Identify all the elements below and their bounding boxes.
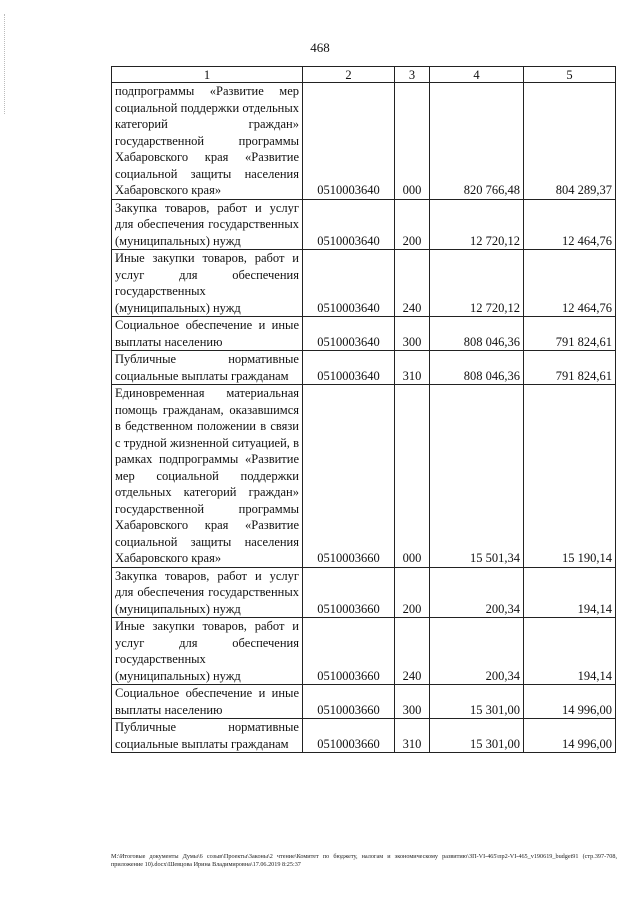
row-target-code: 0510003660: [303, 567, 395, 618]
row-name: Иные закупки товаров, работ и услуг для обеспечения государственных (муниципальных) нужд: [112, 618, 303, 685]
table-row: [112, 351, 616, 385]
row-amount-year-2: 14 996,00: [524, 719, 616, 753]
row-expense-kind: 240: [395, 250, 430, 317]
row-amount-year-1: 200,34: [430, 567, 524, 618]
row-amount-year-2: 14 996,00: [524, 685, 616, 719]
column-header: 4: [430, 67, 524, 83]
row-name: Единовременная материальная помощь гражданам, оказавшимся в бедственном положении в связи с трудной жизненной ситуацией, в рамках подпрограммы «Развитие мер социальной поддержки отдельных категорий граждан» государственной программы Хабаровского края «Развитие социальной защиты населения Хабаровского края»: [112, 385, 303, 568]
table-header-row: [112, 67, 616, 83]
row-amount-year-2: 12 464,76: [524, 199, 616, 250]
table-row: [112, 83, 616, 200]
row-amount-year-1: 12 720,12: [430, 250, 524, 317]
table-row: [112, 199, 616, 250]
row-amount-year-2: 791 824,61: [524, 317, 616, 351]
row-expense-kind: 300: [395, 317, 430, 351]
table-row: [112, 719, 616, 753]
page-number: 468: [310, 40, 330, 55]
row-expense-kind: 300: [395, 685, 430, 719]
row-amount-year-2: 194,14: [524, 618, 616, 685]
row-expense-kind: 310: [395, 719, 430, 753]
table-row: [112, 317, 616, 351]
row-amount-year-2: 194,14: [524, 567, 616, 618]
margin-artifact: [4, 14, 9, 114]
row-expense-kind: 000: [395, 83, 430, 200]
row-amount-year-1: 15 301,00: [430, 685, 524, 719]
row-amount-year-2: 12 464,76: [524, 250, 616, 317]
row-amount-year-1: 12 720,12: [430, 199, 524, 250]
table-row: [112, 685, 616, 719]
row-name: Закупка товаров, работ и услуг для обеспечения государственных (муниципальных) нужд: [112, 199, 303, 250]
column-header: 1: [112, 67, 303, 83]
table-row: [112, 567, 616, 618]
row-name: Закупка товаров, работ и услуг для обеспечения государственных (муниципальных) нужд: [112, 567, 303, 618]
row-target-code: 0510003660: [303, 618, 395, 685]
row-target-code: 0510003640: [303, 317, 395, 351]
column-header: 3: [395, 67, 430, 83]
row-amount-year-1: 820 766,48: [430, 83, 524, 200]
column-header: 2: [303, 67, 395, 83]
row-expense-kind: 310: [395, 351, 430, 385]
row-amount-year-1: 808 046,36: [430, 351, 524, 385]
row-amount-year-1: 808 046,36: [430, 317, 524, 351]
row-name: подпрограммы «Развитие мер социальной поддержки отдельных категорий граждан» государственной программы Хабаровского края «Развитие социальной защиты населения Хабаровского края»: [112, 83, 303, 200]
row-expense-kind: 200: [395, 199, 430, 250]
row-expense-kind: 000: [395, 385, 430, 568]
row-amount-year-1: 200,34: [430, 618, 524, 685]
row-name: Иные закупки товаров, работ и услуг для обеспечения государственных (муниципальных) нужд: [112, 250, 303, 317]
row-expense-kind: 240: [395, 618, 430, 685]
row-target-code: 0510003640: [303, 199, 395, 250]
row-amount-year-2: 15 190,14: [524, 385, 616, 568]
row-target-code: 0510003660: [303, 719, 395, 753]
row-target-code: 0510003660: [303, 385, 395, 568]
row-amount-year-1: 15 301,00: [430, 719, 524, 753]
row-name: Социальное обеспечение и иные выплаты населению: [112, 685, 303, 719]
row-target-code: 0510003640: [303, 351, 395, 385]
table-row: [112, 618, 616, 685]
row-name: Публичные нормативные социальные выплаты гражданам: [112, 719, 303, 753]
row-amount-year-2: 804 289,37: [524, 83, 616, 200]
row-target-code: 0510003660: [303, 685, 395, 719]
row-expense-kind: 200: [395, 567, 430, 618]
budget-table: [111, 66, 616, 753]
row-name: Социальное обеспечение и иные выплаты населению: [112, 317, 303, 351]
row-target-code: 0510003640: [303, 250, 395, 317]
document-path-footer: M:\Итоговые документы Думы\6 созыв\Проекты\Законы\2 чтение\Комитет по бюджету, налогам и экономическому развитию\ЗП-VI-465\пр2-VI-465_v190619_budget91 (стр.397-708, приложение 10).docx\Шевцова Ирина Владимировна\17.06.2019 8:25:37: [111, 853, 617, 868]
row-amount-year-1: 15 501,34: [430, 385, 524, 568]
table-row: [112, 250, 616, 317]
row-name: Публичные нормативные социальные выплаты гражданам: [112, 351, 303, 385]
column-header: 5: [524, 67, 616, 83]
row-target-code: 0510003640: [303, 83, 395, 200]
row-amount-year-2: 791 824,61: [524, 351, 616, 385]
table-row: [112, 385, 616, 568]
